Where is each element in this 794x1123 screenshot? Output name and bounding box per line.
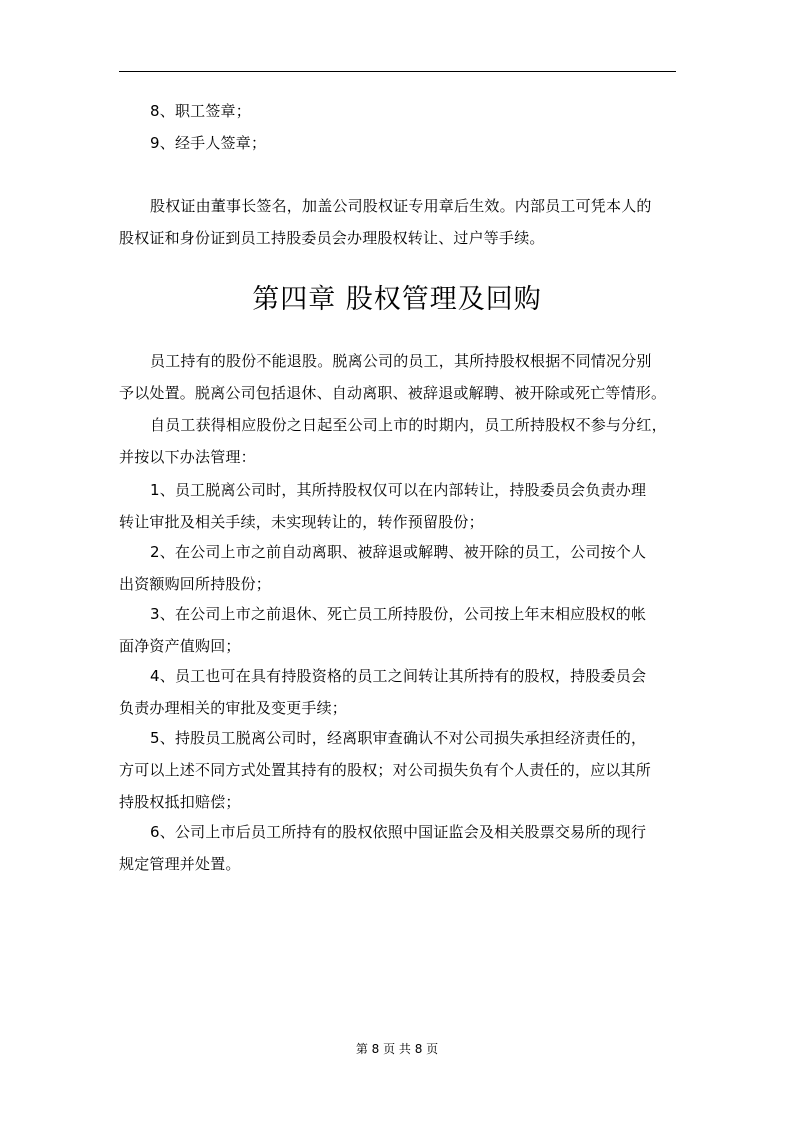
rule-5-line-3: 持股权抵扣赔偿； [119, 793, 241, 811]
rule-1-line-2: 转让审批及相关手续，未实现转让的，转作预留股份； [119, 513, 484, 531]
signature-item-9: 9、经手人签章； [150, 134, 267, 152]
rule-2-line-1: 2、在公司上市之前自动离职、被辞退或解聘、被开除的员工，公司按个人 [150, 543, 647, 561]
rule-5-line-2: 方可以上述不同方式处置其持有的股权；对公司损失负有个人责任的，应以其所 [119, 761, 652, 779]
paragraph-1-line-2: 予以处置。脱离公司包括退休、自动离职、被辞退或解聘、被开除或死亡等情形。 [119, 384, 667, 402]
signature-item-8: 8、职工签章； [150, 102, 251, 120]
rule-1-line-1: 1、员工脱离公司时，其所持股权仅可以在内部转让，持股委员会负责办理 [150, 481, 647, 499]
rule-4-line-2: 负责办理相关的审批及变更手续； [119, 699, 348, 717]
rule-4-line-1: 4、员工也可在具有持股资格的员工之间转让其所持有的股权，持股委员会 [150, 667, 647, 685]
intro-line-1: 股权证由董事长签名，加盖公司股权证专用章后生效。内部员工可凭本人的 [150, 197, 652, 215]
intro-line-2: 股权证和身份证到员工持股委员会办理股权转让、过户等手续。 [119, 229, 545, 247]
rule-5-line-1: 5、持股员工脱离公司时，经离职审查确认不对公司损失承担经济责任的， [150, 729, 647, 747]
paragraph-2-line-2: 并按以下办法管理： [119, 448, 256, 466]
header-rule [119, 71, 676, 72]
chapter-title: 第四章 股权管理及回购 [252, 284, 542, 315]
rule-3-line-2: 面净资产值购回； [119, 637, 241, 655]
rule-2-line-2: 出资额购回所持股份； [119, 575, 272, 593]
rule-6-line-2: 规定管理并处置。 [119, 855, 241, 873]
page-footer: 第 8 页 共 8 页 [355, 1042, 439, 1056]
rule-3-line-1: 3、在公司上市之前退休、死亡员工所持股份，公司按上年末相应股权的帐 [150, 605, 647, 623]
rule-6-line-1: 6、公司上市后员工所持有的股权依照中国证监会及相关股票交易所的现行 [150, 823, 647, 841]
paragraph-1-line-1: 员工持有的股份不能退股。脱离公司的员工，其所持股权根据不同情况分别 [150, 352, 652, 370]
paragraph-2-line-1: 自员工获得相应股份之日起至公司上市的时期内，员工所持股权不参与分红， [150, 416, 667, 434]
